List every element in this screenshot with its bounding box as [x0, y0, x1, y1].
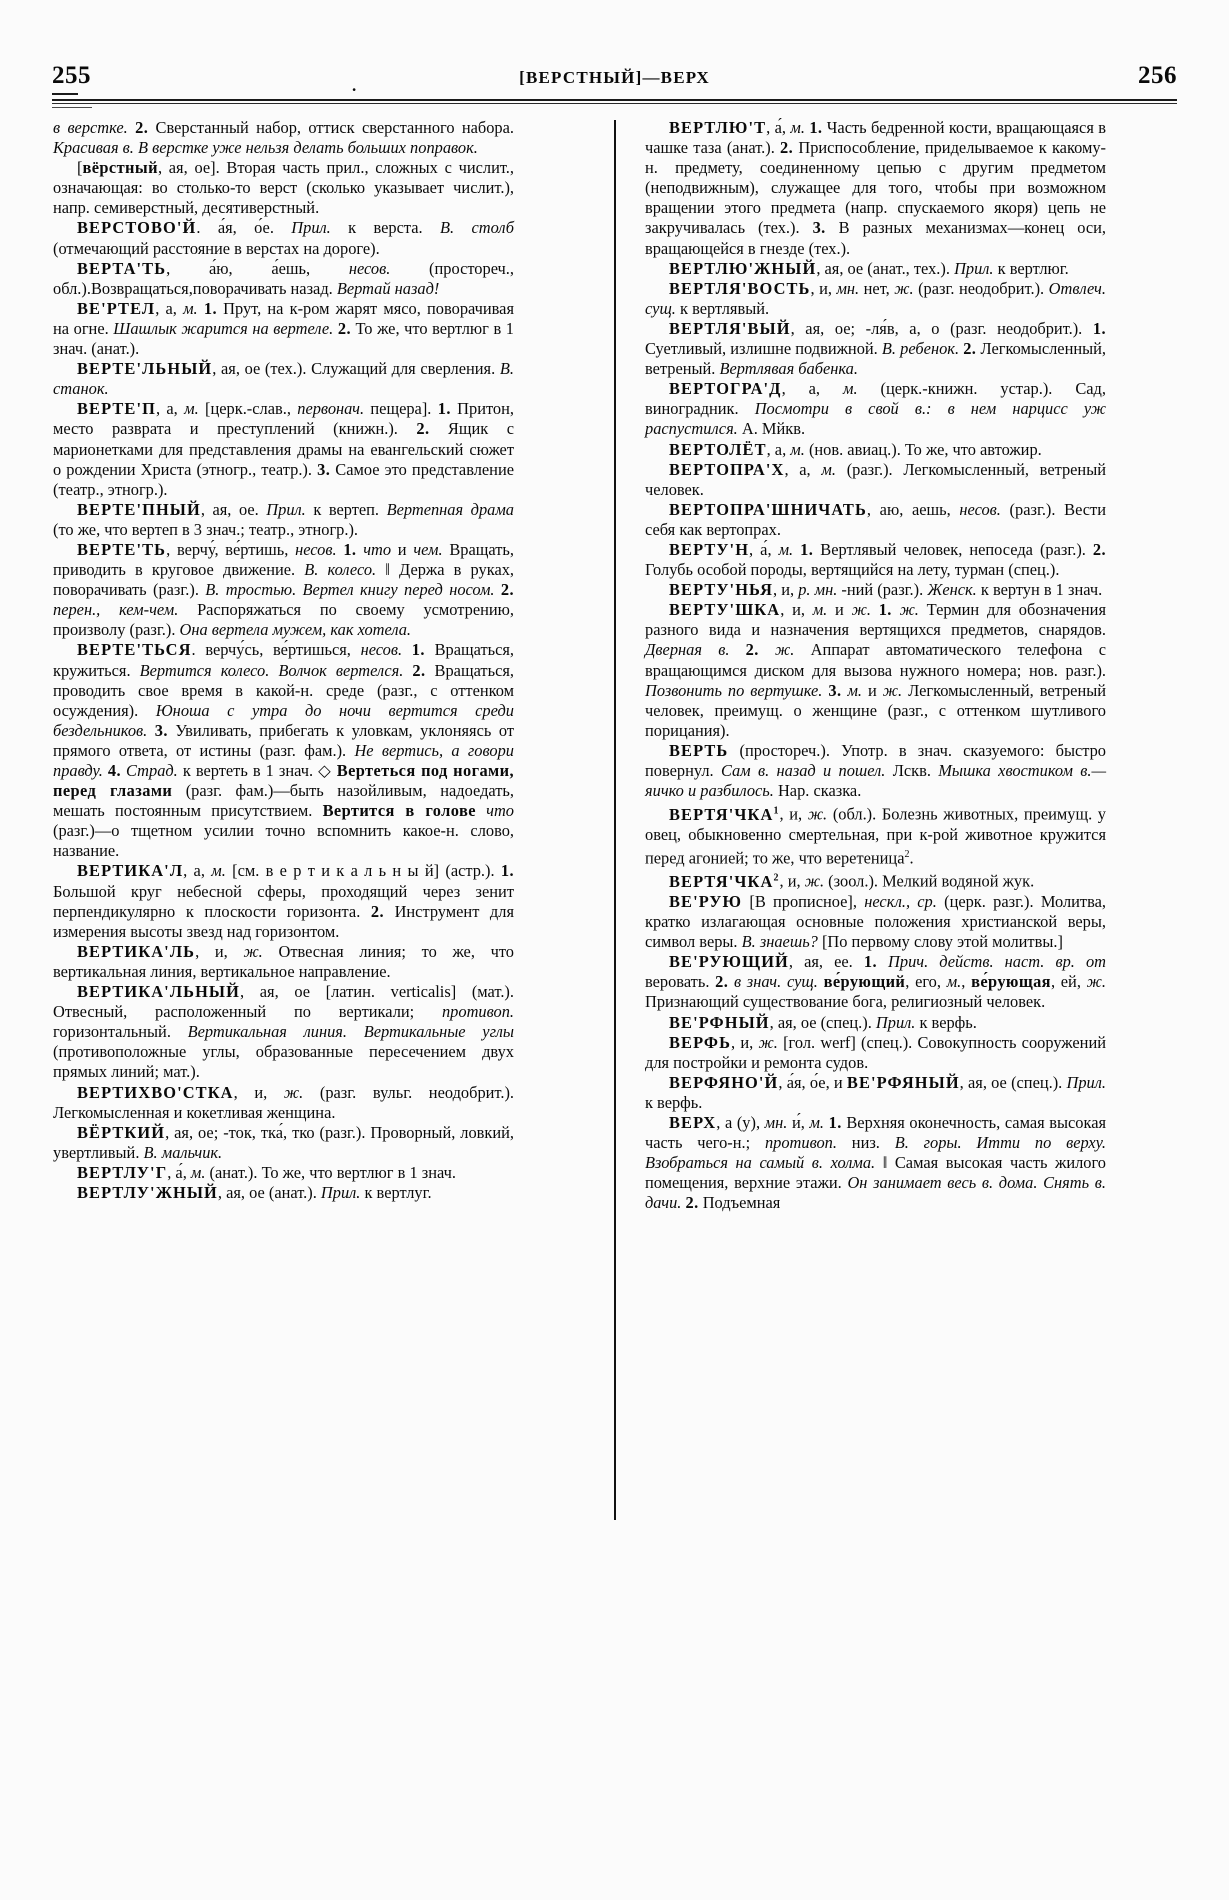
dictionary-entry: ВЕРТЛЯ'ВОСТЬ, и, мн. нет, ж. (разг. неодобрит.). Отвлеч. сущ. к вертлявый.: [645, 278, 1106, 318]
dictionary-entry: ВЕРТЕ'ЛЬНЫЙ, ая, ое (тех.). Служащий для сверления. В. станок.: [53, 359, 514, 399]
dictionary-entry: ВЕРТОЛЁТ, а, м. (нов. авиац.). То же, что автожир.: [669, 439, 1042, 459]
page-header: [52, 62, 1177, 96]
dictionary-entry: ВЕРТЯ'ЧКА$^2$, и, ж. (зоол.). Мелкий водяной жук.: [669, 871, 1035, 891]
rule-stub-top: [52, 93, 78, 95]
right-column: [645, 118, 1106, 1213]
dictionary-entry: ВЕРФЬ, и, ж. [гол. werf] (спец.). Совокупность сооружений для постройки и ремонта судов.: [645, 1032, 1106, 1072]
dictionary-entry: ВЕРТЛЮ'ЖНЫЙ, ая, ое (анат., тех.). Прил. к вертлюг.: [669, 258, 1069, 278]
dictionary-entry: ВЕРТА'ТЬ, а́ю, а́ешь, несов. (простореч., обл.).Возвращаться,поворачивать назад. Вертай назад!: [53, 258, 514, 298]
dictionary-entry: ВЕ'РТЕЛ, а, м. 1. Прут, на к-ром жарят мясо, поворачивая на огне. Шашлык жарится на вертеле. 2. То же, что вертлюг в 1 знач. (анат.).: [53, 298, 514, 359]
dictionary-entry: ВЁРТКИЙ, ая, ое; -ток, тка́, тко (разг.). Проворный, ловкий, увертливый. В. мальчик.: [53, 1122, 514, 1162]
dictionary-entry: ВЕРТЬ (простореч.). Употр. в знач. сказуемого: быстро повернул. Сам в. назад и пошел. Лскв. Мышка хвостиком в.—яичко и разбилось. Нар. сказка.: [645, 740, 1107, 801]
rule-stub-bottom: [52, 107, 92, 108]
dictionary-entry: ВЕРТИХВО'СТКА, и, ж. (разг. вульг. неодобрит.). Легкомысленная и кокетливая женщина.: [53, 1082, 514, 1122]
column-divider: [614, 120, 616, 1520]
dictionary-entry: ВЕРСТОВО'Й. а́я, о́е. Прил. к верста. В. столб (отмечающий расстояние в верстах на дороге).: [53, 218, 514, 258]
dictionary-entry: ВЕРТЕ'П, а, м. [церк.-слав., первонач. пещера]. 1. Притон, место разврата и преступлений (книжн.). 2. Ящик с марионетками для представления драмы на евангельский сюжет о рождении Христа (этногр., театр.). 3. Самое это представление (театр., этногр.).: [53, 399, 514, 499]
dictionary-entry: ВЕРТИКА'Л, а, м. [см. в е р т и к а л ь н ы й] (астр.). 1. Большой круг небесной сферы, проходящий через зенит перпендикулярно к плоскости горизонта. 2. Инструмент для измерения высоты звезд над горизонтом.: [53, 861, 514, 941]
dictionary-entry: ВЕРТЯ'ЧКА$^1$, и, ж. (обл.). Болезнь животных, преимущ. у овец, обыкновенно смертельная, при к-рой животное кружится перед агонией; то же, что веретеница$^2$.: [645, 804, 1107, 868]
dictionary-entry: ВЕРТЛЯ'ВЫЙ, ая, ое; -ля́в, а, о (разг. неодобрит.). 1. Суетливый, излишне подвижной. В. ребенок. 2. Легкомысленный, ветреный. Вертлявая бабенка.: [645, 318, 1106, 379]
dictionary-entry: ВЕРФЯНО'Й, а́я, о́е, и ВЕ'РФЯНЫЙ, ая, ое (спец.). Прил. к верфь.: [645, 1072, 1106, 1112]
dictionary-entry: ВЕРТУ'ШКА, и, м. и ж. 1. ж. Термин для обозначения разного вида и назначения вертящихся предметов, снарядов. Дверная в. 2. ж. Аппарат автоматического телефона с вращающимся диском для вызова нужного номера; нов. разг.). Позвонить по вертушке. 3. м. и ж. Легкомысленный, ветреный человек, преимущ. о женщине (разг., с оттенком шутливого порицания).: [645, 600, 1106, 740]
rule-thick: [52, 99, 1177, 101]
dictionary-entry: ВЕРТИКА'ЛЬ, и, ж. Отвесная линия; то же, что вертикальная линия, вертикальное направление.: [53, 941, 514, 981]
dictionary-entry: ВЕРТОПРА'Х, а, м. (разг.). Легкомысленный, ветреный человек.: [645, 459, 1106, 499]
dictionary-entry: [вёрстный, ая, ое]. Вторая часть прил., сложных с числит., означающая: во столько-то верст (сколько указывает числит.), напр. семиверстный, десятиверстный.: [53, 158, 514, 218]
dictionary-entry: ВЕРТЕ'ТЬ, верчу́, ве́ртишь, несов. 1. что и чем. Вращать, приводить в круговое движение. В. колесо. ‖ Держа в руках, поворачивать (разг.). В. тростью. Вертел книгу перед носом. 2. перен., кем-чем. Распоряжаться по своему усмотрению, произволу (разг.). Она вертела мужем, как хотела.: [53, 539, 515, 640]
dictionary-entry: ВЕРТОПРА'ШНИЧАТЬ, аю, аешь, несов. (разг.). Вести себя как вертопрах.: [645, 499, 1106, 539]
dictionary-entry: ВЕРТИКА'ЛЬНЫЙ, ая, ое [латин. verticalis] (мат.). Отвесный, расположенный по вертикали; противоп. горизонтальный. Вертикальная линия. Вертикальные углы (противоположные углы, образованные пересечением двух прямых линий; мат.).: [53, 982, 514, 1082]
dictionary-entry: ВЕРТЛУ'ЖНЫЙ, ая, ое (анат.). Прил. к вертлуг.: [77, 1182, 432, 1202]
folio-left: 255: [52, 62, 91, 89]
dictionary-entry: ВЕРТЛУ'Г, а́, м. (анат.). То же, что вертлюг в 1 знач.: [77, 1162, 456, 1182]
dictionary-entry: в верстке. 2. Сверстанный набор, оттиск сверстанного набора. Красивая в. В верстке уже нельзя делать больших поправок.: [53, 118, 514, 158]
dictionary-entry: ВЕРТЕ'ТЬСЯ. верчу́сь, ве́ртишься, несов. 1. Вращаться, кружиться. Вертится колесо. Волчок вертелся. 2. Вращаться, проводить свое время в какой-н. среде (разг., с оттенком осуждения). Юноша с утра до ночи вертится среди бездельников. 3. Увиливать, прибегать к уловкам, уклоняясь от прямого ответа, от истины (разг. фам.). Не вертись, а говори правду. 4. Страд. к вертеть в 1 знач. ◇ Вертеться под ногами, перед глазами (разг. фам.)—быть назойливым, надоедать, мешать постоянным присутствием. Вертится в голове что (разг.)—о тщетном усилии точно вспомнить какое-н. слово, название.: [53, 640, 515, 861]
dictionary-entry: ВЕ'РФНЫЙ, ая, ое (спец.). Прил. к верфь.: [669, 1012, 977, 1032]
dictionary-entry: ВЕ'РУЮ [В прописное], нескл., ср. (церк. разг.). Молитва, кратко излагающая основные положения христианской веры, символ веры. В. знаешь? [По первому слову этой молитвы.]: [645, 891, 1106, 952]
running-head: [ВЕРСТНЫЙ]—ВЕРХ: [519, 68, 710, 87]
dictionary-entry: ВЕРТОГРА'Д, а, м. (церк.-книжн. устар.). Сад, виноградник. Посмотри в свой в.: в нем нарцисс уж распустился. А. Мйкв.: [645, 379, 1106, 439]
dictionary-entry: ВЕРТЕ'ПНЫЙ, ая, ое. Прил. к вертеп. Вертепная драма (то же, что вертеп в 3 знач.; театр., этногр.).: [53, 499, 514, 539]
rule-thin: [52, 103, 1177, 104]
dictionary-entry: ВЕРТУ'Н, а́, м. 1. Вертлявый человек, непоседа (разг.). 2. Голубь особой породы, вертящийся на лету, турман (спец.).: [645, 539, 1106, 580]
dictionary-entry: ВЕРХ, а (у), мн. и́, м. 1. Верхняя оконечность, самая высокая часть чего-н.; противоп. низ. В. горы. Итти по верху. Взобраться на самый в. холма. ‖ Самая высокая часть жилого помещения, верхние этажи. Он занимает весь в. дома. Снять в. дачи. 2. Подъемная: [645, 1113, 1107, 1213]
folio-right: 256: [1138, 62, 1177, 89]
dictionary-entry: ВЕ'РУЮЩИЙ, ая, ее. 1. Прич. действ. наст. вр. от веровать. 2. в знач. сущ. ве́рующий, его, м., ве́рующая, ей, ж. Признающий существование бога, религиозный человек.: [645, 952, 1106, 1012]
header-rule: [52, 99, 1177, 104]
header-dot: .: [352, 76, 357, 95]
dictionary-entry: ВЕРТЛЮ'Т, а́, м. 1. Часть бедренной кости, вращающаяся в чашке таза (анат.). 2. Приспособление, приделываемое к какому-н. предмету, соединенному цепью с другим предметом (неподвижным), служащее для того, чтобы при возможном вращении этого предмета (напр. спускаемого якоря) цепь не закручивалась (тех.). 3. В разных механизмах—конец оси, вращающейся в гнезде (тех.).: [645, 118, 1106, 258]
dictionary-entry: ВЕРТУ'НЬЯ, и, р. мн. -ний (разг.). Женск. к вертун в 1 знач.: [669, 580, 1103, 600]
left-column: [53, 118, 514, 1203]
